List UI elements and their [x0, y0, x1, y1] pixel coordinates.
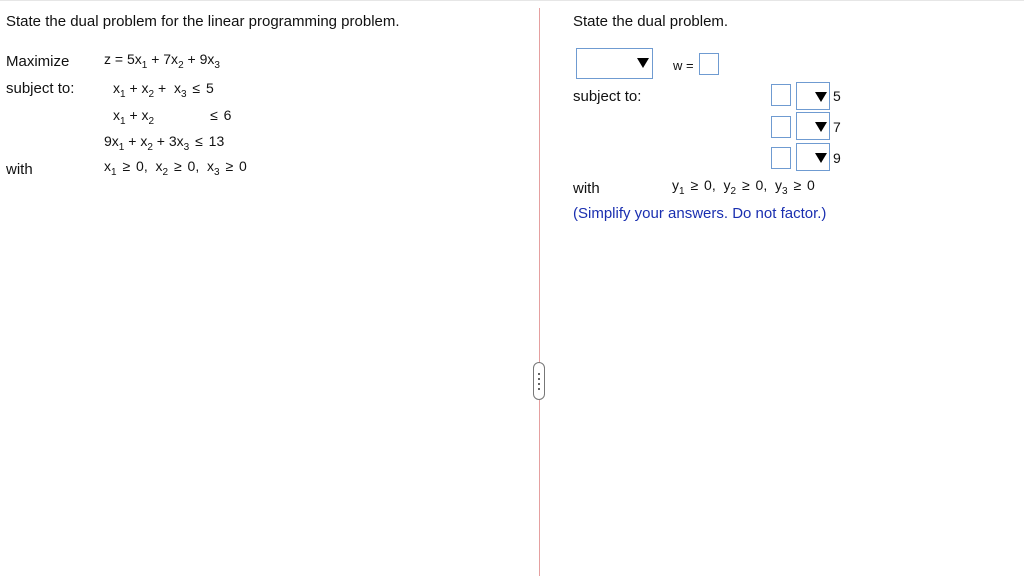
dual-constraint-2-input[interactable]: [771, 116, 791, 138]
primal-nonnegativity: $x_1 \ge 0$, $x_2 \ge 0$, $x_3 \ge 0$: [104, 158, 247, 178]
primal-constraint-2: $x_1 + x_2 \le 6$: [113, 107, 232, 127]
primal-constraint-1: $x_1 + x_2 + x_3 \le 5$: [113, 80, 214, 100]
pane-divider: [539, 8, 540, 576]
maximize-label: Maximize: [6, 53, 70, 70]
dual-constraint-1-input[interactable]: [771, 84, 791, 106]
dropdown-arrow-icon: [815, 122, 827, 132]
dual-constraint-2-relation-dropdown[interactable]: [796, 112, 830, 140]
dropdown-arrow-icon: [815, 153, 827, 163]
objective-function-input[interactable]: [699, 53, 719, 75]
top-rule: [0, 0, 1024, 1]
dropdown-arrow-icon: [637, 58, 649, 68]
dual-constraint-3-input[interactable]: [771, 147, 791, 169]
subject-to-label: subject to:: [6, 80, 75, 97]
w-equals-label: w =: [673, 58, 694, 73]
dual-constraint-3-relation-dropdown[interactable]: [796, 143, 830, 171]
dual-nonnegativity: $y_1 \ge 0$, $y_2 \ge 0$, $y_3 \ge 0$: [672, 177, 815, 197]
dual-constraint-1-relation-dropdown[interactable]: [796, 82, 830, 110]
left-heading: State the dual problem for the linear programming problem.: [6, 13, 400, 30]
right-heading: State the dual problem.: [573, 13, 729, 30]
dual-with-label: with: [573, 180, 600, 197]
dual-constraint-3-rhs: 9: [833, 150, 841, 166]
objective-function: $z = 5x_1 + 7x_2 + 9x_3$: [104, 51, 220, 71]
dual-constraint-1-rhs: 5: [833, 88, 841, 104]
with-label: with: [6, 161, 33, 178]
dual-subject-to-label: subject to:: [573, 88, 642, 105]
primal-constraint-3: $9x_1 + x_2 + 3x_3 \le 13$: [104, 133, 225, 153]
simplify-note: (Simplify your answers. Do not factor.): [573, 205, 827, 222]
pane-resize-handle[interactable]: [533, 362, 545, 400]
dropdown-arrow-icon: [815, 92, 827, 102]
dual-constraint-2-rhs: 7: [833, 119, 841, 135]
objective-type-dropdown[interactable]: [576, 48, 653, 79]
